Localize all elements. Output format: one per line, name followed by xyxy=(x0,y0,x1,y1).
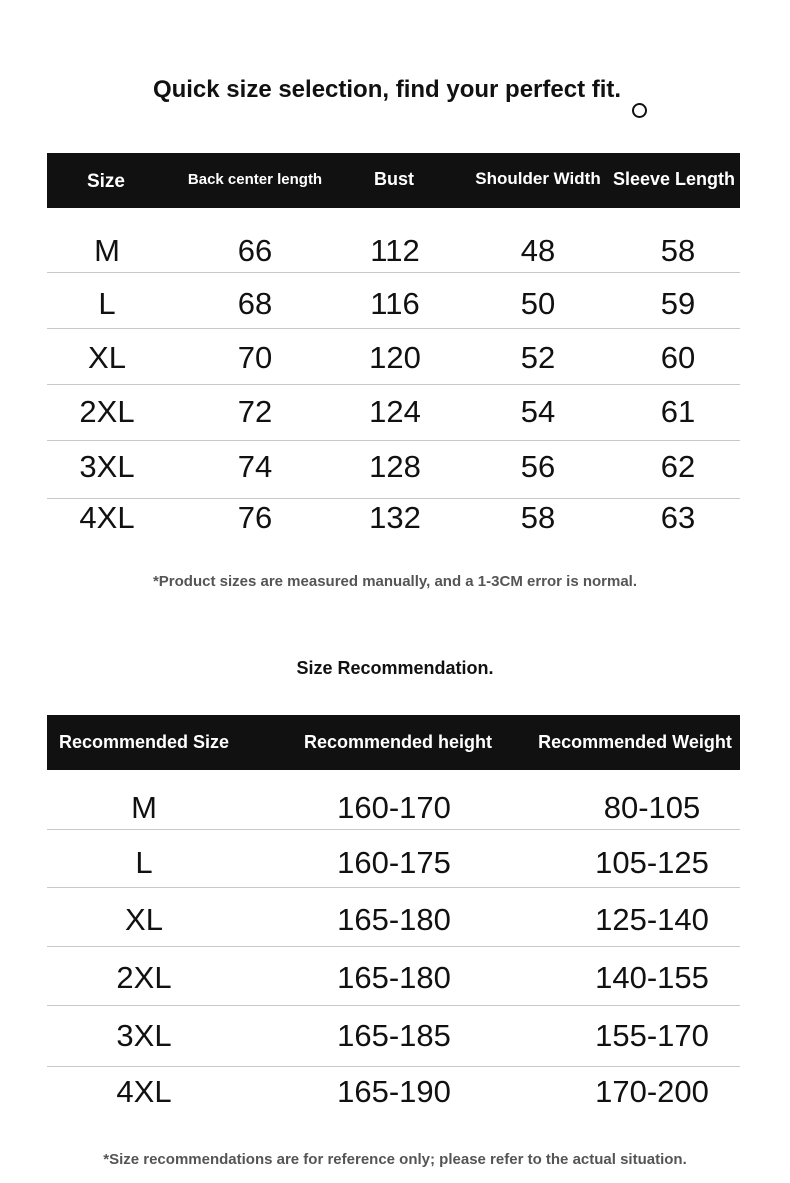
table-cell: 4XL xyxy=(116,1074,172,1109)
table-cell: 74 xyxy=(237,449,273,484)
header-back-center-length: Back center length xyxy=(187,171,323,188)
table-cell: 160-170 xyxy=(337,790,451,825)
table-cell: M xyxy=(94,233,120,268)
table-cell: 58 xyxy=(520,500,556,535)
table-cell: M xyxy=(131,790,157,825)
page-title: Quick size selection, find your perfect fit. xyxy=(152,76,622,103)
table-row xyxy=(47,499,740,549)
table-cell: 3XL xyxy=(79,449,135,484)
table-row xyxy=(47,441,740,499)
table-cell: 140-155 xyxy=(595,960,709,995)
table-cell: 170-200 xyxy=(595,1074,709,1109)
table-row xyxy=(47,385,740,441)
table-row xyxy=(47,830,740,888)
table-cell: 165-190 xyxy=(337,1074,451,1109)
table-cell: 56 xyxy=(520,449,556,484)
table-cell: 58 xyxy=(660,233,696,268)
table-cell: 48 xyxy=(520,233,556,268)
table-cell: 80-105 xyxy=(603,790,701,825)
table-cell: 165-185 xyxy=(337,1018,451,1053)
table-cell: 62 xyxy=(660,449,696,484)
table-cell: L xyxy=(98,286,116,321)
table-cell: 155-170 xyxy=(595,1018,709,1053)
table-row xyxy=(47,273,740,329)
size-chart-header xyxy=(47,153,740,208)
table-cell: 70 xyxy=(237,340,273,375)
table-cell: 72 xyxy=(237,394,273,429)
table-cell: 132 xyxy=(369,500,421,535)
header-sleeve-length: Sleeve Length xyxy=(613,169,736,189)
recommendation-title: Size Recommendation. xyxy=(296,658,494,678)
header-bust: Bust xyxy=(374,169,414,189)
table-cell: 59 xyxy=(660,286,696,321)
recommendation-note: *Size recommendations are for reference only; please refer to the actual situation. xyxy=(103,1151,687,1168)
table-cell: 120 xyxy=(369,340,421,375)
header-shoulder-width: Shoulder Width xyxy=(475,169,601,188)
measure-note: *Product sizes are measured manually, and a 1-3CM error is normal. xyxy=(152,573,638,590)
table-cell: L xyxy=(135,845,153,880)
table-cell: 3XL xyxy=(116,1018,172,1053)
table-cell: 2XL xyxy=(116,960,172,995)
table-cell: XL xyxy=(125,902,163,937)
table-cell: 4XL xyxy=(79,500,135,535)
table-cell: 54 xyxy=(520,394,556,429)
table-cell: 160-175 xyxy=(337,845,451,880)
table-row xyxy=(47,1006,740,1067)
header-recommended-weight: Recommended Weight xyxy=(538,732,732,752)
table-row xyxy=(47,1067,740,1122)
table-cell: 2XL xyxy=(79,394,135,429)
table-cell: 52 xyxy=(520,340,556,375)
circle-icon xyxy=(632,103,647,118)
table-row xyxy=(47,947,740,1006)
table-cell: 112 xyxy=(370,233,420,268)
table-row xyxy=(47,329,740,385)
table-cell: 68 xyxy=(237,286,273,321)
table-cell: 105-125 xyxy=(595,845,709,880)
table-cell: 124 xyxy=(369,394,421,429)
size-chart-body xyxy=(47,208,740,549)
header-size: Size xyxy=(86,171,126,192)
table-cell: 76 xyxy=(237,500,273,535)
table-cell: 66 xyxy=(237,233,273,268)
table-cell: 60 xyxy=(660,340,696,375)
table-row xyxy=(47,208,740,273)
recommendation-table xyxy=(47,715,740,1122)
table-cell: 116 xyxy=(370,286,420,321)
table-cell: 128 xyxy=(369,449,421,484)
table-row xyxy=(47,770,740,830)
table-cell: 63 xyxy=(660,500,696,535)
recommendation-header xyxy=(47,715,740,770)
header-recommended-height: Recommended height xyxy=(303,732,493,752)
table-cell: 165-180 xyxy=(337,902,451,937)
table-row xyxy=(47,888,740,947)
table-cell: 125-140 xyxy=(595,902,709,937)
table-cell: 165-180 xyxy=(337,960,451,995)
table-cell: XL xyxy=(88,340,126,375)
header-recommended-size: Recommended Size xyxy=(58,732,230,752)
table-cell: 61 xyxy=(660,394,696,429)
table-cell: 50 xyxy=(520,286,556,321)
recommendation-body xyxy=(47,770,740,1122)
size-chart-table xyxy=(47,153,740,549)
